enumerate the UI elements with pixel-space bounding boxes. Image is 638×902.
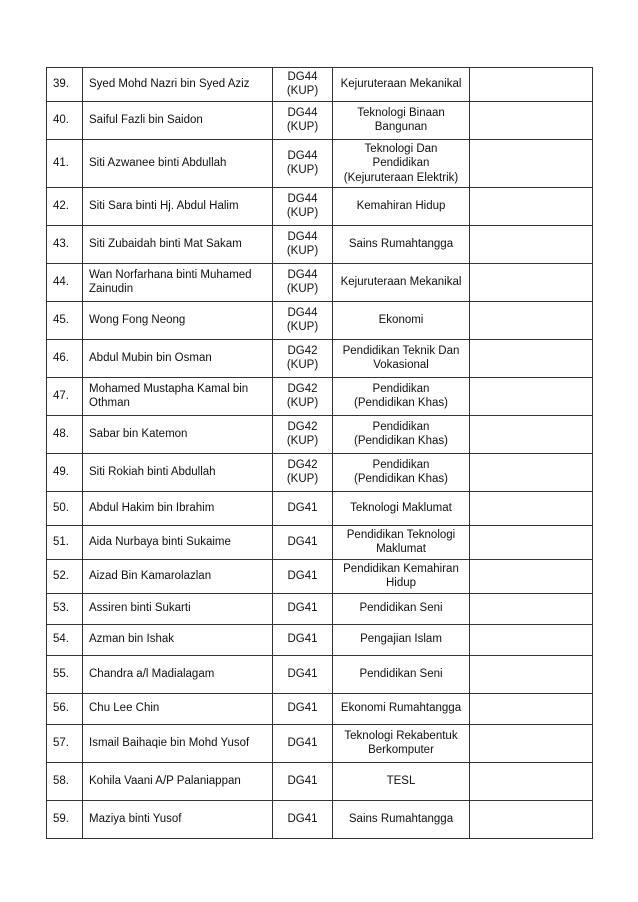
staff-name: Chu Lee Chin [83,693,273,724]
empty-cell [470,762,593,800]
row-number: 45. [47,301,83,339]
staff-field: Pendidikan (Pendidikan Khas) [333,453,470,491]
staff-grade: DG44 (KUP) [273,263,333,301]
staff-field: Sains Rumahtangga [333,225,470,263]
staff-grade: DG41 [273,525,333,559]
staff-field: Ekonomi Rumahtangga [333,693,470,724]
row-number: 52. [47,559,83,593]
empty-cell [470,101,593,139]
staff-field: Teknologi Maklumat [333,491,470,525]
staff-name: Siti Zubaidah binti Mat Sakam [83,225,273,263]
table-row [47,453,593,491]
table-row [47,693,593,724]
staff-field: Teknologi Dan Pendidikan (Kejuruteraan Elektrik) [333,139,470,187]
staff-grade: DG44 (KUP) [273,101,333,139]
row-number: 40. [47,101,83,139]
staff-name: Saiful Fazli bin Saidon [83,101,273,139]
staff-name: Abdul Mubin bin Osman [83,339,273,377]
staff-field: Pendidikan (Pendidikan Khas) [333,415,470,453]
empty-cell [470,377,593,415]
staff-field: Pendidikan Teknik Dan Vokasional [333,339,470,377]
row-number: 47. [47,377,83,415]
row-number: 48. [47,415,83,453]
row-number: 49. [47,453,83,491]
staff-name: Wong Fong Neong [83,301,273,339]
row-number: 54. [47,624,83,655]
row-number: 55. [47,655,83,693]
table-row [47,187,593,225]
empty-cell [470,559,593,593]
table-row [47,415,593,453]
staff-field: TESL [333,762,470,800]
staff-grade: DG44 (KUP) [273,139,333,187]
empty-cell [470,593,593,624]
staff-name: Maziya binti Yusof [83,800,273,838]
staff-field: Pendidikan (Pendidikan Khas) [333,377,470,415]
table-row [47,525,593,559]
row-number: 41. [47,139,83,187]
table-row [47,101,593,139]
staff-name: Siti Azwanee binti Abdullah [83,139,273,187]
table-row [47,593,593,624]
empty-cell [470,800,593,838]
empty-cell [470,415,593,453]
staff-field: Kemahiran Hidup [333,187,470,225]
staff-grade: DG44 (KUP) [273,187,333,225]
staff-grade: DG44 (KUP) [273,301,333,339]
staff-grade: DG42 (KUP) [273,339,333,377]
staff-name: Chandra a/l Madialagam [83,655,273,693]
staff-name: Mohamed Mustapha Kamal bin Othman [83,377,273,415]
staff-field: Kejuruteraan Mekanikal [333,68,470,102]
empty-cell [470,453,593,491]
staff-grade: DG41 [273,624,333,655]
row-number: 58. [47,762,83,800]
empty-cell [470,655,593,693]
table-row [47,301,593,339]
staff-name: Siti Rokiah binti Abdullah [83,453,273,491]
staff-grade: DG44 (KUP) [273,225,333,263]
staff-grade: DG41 [273,593,333,624]
staff-grade: DG41 [273,724,333,762]
staff-name: Siti Sara binti Hj. Abdul Halim [83,187,273,225]
empty-cell [470,339,593,377]
staff-grade: DG41 [273,762,333,800]
row-number: 44. [47,263,83,301]
empty-cell [470,525,593,559]
staff-grade: DG41 [273,559,333,593]
staff-table-body [47,68,593,839]
staff-name: Kohila Vaani A/P Palaniappan [83,762,273,800]
staff-field: Teknologi Rekabentuk Berkomputer [333,724,470,762]
staff-name: Ismail Baihaqie bin Mohd Yusof [83,724,273,762]
row-number: 51. [47,525,83,559]
empty-cell [470,263,593,301]
table-row [47,762,593,800]
row-number: 57. [47,724,83,762]
row-number: 39. [47,68,83,102]
staff-grade: DG41 [273,491,333,525]
empty-cell [470,68,593,102]
row-number: 46. [47,339,83,377]
empty-cell [470,724,593,762]
staff-grade: DG42 (KUP) [273,415,333,453]
empty-cell [470,301,593,339]
staff-name: Wan Norfarhana binti Muhamed Zainudin [83,263,273,301]
row-number: 42. [47,187,83,225]
table-row [47,225,593,263]
staff-name: Aida Nurbaya binti Sukaime [83,525,273,559]
staff-table [46,67,593,839]
row-number: 50. [47,491,83,525]
table-row [47,377,593,415]
staff-grade: DG41 [273,800,333,838]
staff-grade: DG41 [273,655,333,693]
table-row [47,559,593,593]
staff-field: Pendidikan Kemahiran Hidup [333,559,470,593]
staff-grade: DG44 (KUP) [273,68,333,102]
staff-field: Sains Rumahtangga [333,800,470,838]
row-number: 53. [47,593,83,624]
table-row [47,339,593,377]
staff-name: Aizad Bin Kamarolazlan [83,559,273,593]
staff-name: Assiren binti Sukarti [83,593,273,624]
table-row [47,624,593,655]
empty-cell [470,624,593,655]
staff-field: Pengajian Islam [333,624,470,655]
staff-name: Sabar bin Katemon [83,415,273,453]
table-row [47,655,593,693]
staff-grade: DG42 (KUP) [273,377,333,415]
row-number: 56. [47,693,83,724]
staff-field: Teknologi Binaan Bangunan [333,101,470,139]
table-row [47,68,593,102]
empty-cell [470,225,593,263]
staff-name: Azman bin Ishak [83,624,273,655]
staff-field: Ekonomi [333,301,470,339]
table-row [47,491,593,525]
staff-field: Kejuruteraan Mekanikal [333,263,470,301]
staff-grade: DG41 [273,693,333,724]
table-row [47,800,593,838]
staff-grade: DG42 (KUP) [273,453,333,491]
table-row [47,139,593,187]
row-number: 59. [47,800,83,838]
table-row [47,724,593,762]
staff-field: Pendidikan Seni [333,655,470,693]
empty-cell [470,491,593,525]
staff-field: Pendidikan Teknologi Maklumat [333,525,470,559]
empty-cell [470,187,593,225]
empty-cell [470,693,593,724]
staff-name: Syed Mohd Nazri bin Syed Aziz [83,68,273,102]
staff-field: Pendidikan Seni [333,593,470,624]
staff-name: Abdul Hakim bin Ibrahim [83,491,273,525]
table-row [47,263,593,301]
empty-cell [470,139,593,187]
row-number: 43. [47,225,83,263]
